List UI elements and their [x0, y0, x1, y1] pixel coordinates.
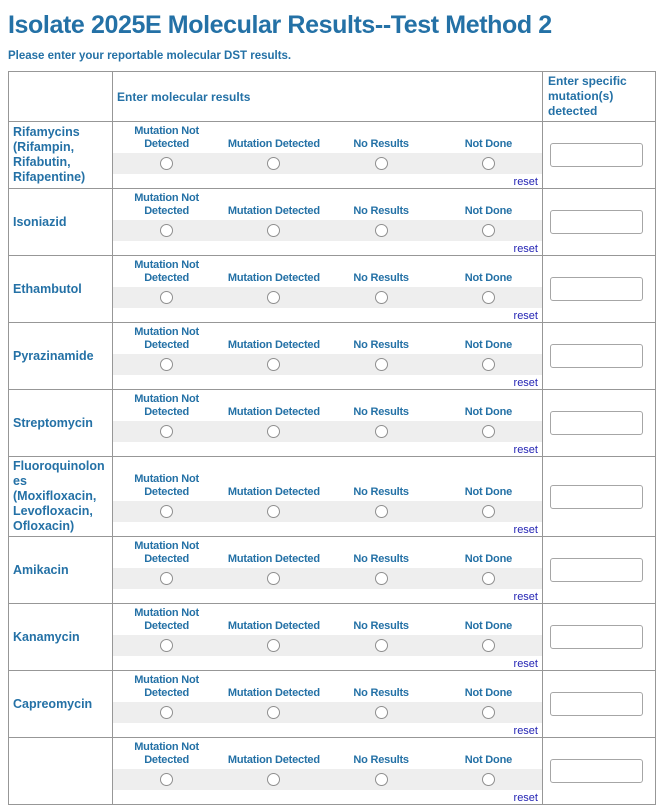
reset-link[interactable]: reset [513, 792, 538, 804]
table-row [9, 323, 656, 390]
radio-no-results[interactable] [375, 291, 388, 304]
drug-column-header [9, 72, 113, 122]
mutation-input[interactable] [550, 277, 643, 301]
radio-strip [113, 769, 542, 790]
option-labels-row [113, 323, 542, 354]
reset-row [113, 308, 542, 322]
results-cell [113, 671, 543, 738]
drug-name: Isoniazid [9, 189, 113, 256]
mutation-cell [543, 457, 656, 537]
mutation-cell [543, 256, 656, 323]
radio-circle-icon [267, 224, 280, 237]
table-row [9, 604, 656, 671]
radio-circle-icon [482, 157, 495, 170]
table-row [9, 189, 656, 256]
radio-not-done[interactable] [482, 425, 495, 438]
option-label: No Results [353, 687, 409, 699]
option-label: No Results [353, 272, 409, 284]
reset-link[interactable]: reset [513, 725, 538, 737]
reset-row [113, 656, 542, 670]
table-row [9, 457, 656, 537]
radio-circle-icon [160, 224, 173, 237]
radio-not-done[interactable] [482, 358, 495, 371]
radio-circle-icon [375, 572, 388, 585]
option-label: Mutation Not Detected [134, 125, 200, 150]
option-label: Mutation Not Detected [134, 540, 200, 565]
results-cell [113, 390, 543, 457]
option-labels-row [113, 189, 542, 220]
mutation-cell [543, 537, 656, 604]
option-label: Not Done [464, 205, 513, 217]
radio-not-done[interactable] [482, 572, 495, 585]
radio-no-results[interactable] [375, 425, 388, 438]
option-label: Mutation Not Detected [134, 326, 200, 351]
radio-circle-icon [160, 291, 173, 304]
drug-name: Pyrazinamide [9, 323, 113, 390]
option-label: Mutation Not Detected [134, 393, 200, 418]
mutation-input[interactable] [550, 625, 643, 649]
reset-link[interactable]: reset [513, 377, 538, 389]
option-label: Mutation Detected [227, 205, 320, 217]
option-labels-row [113, 256, 542, 287]
reset-row [113, 589, 542, 603]
option-labels-row [113, 470, 542, 501]
option-labels-row [113, 537, 542, 568]
option-label: Not Done [464, 754, 513, 766]
radio-not-done[interactable] [482, 505, 495, 518]
reset-link[interactable]: reset [513, 658, 538, 670]
radio-mutation-detected[interactable] [267, 639, 280, 652]
radio-mutation-detected[interactable] [267, 358, 280, 371]
radio-not-done[interactable] [482, 773, 495, 786]
reset-row [113, 790, 542, 804]
mutation-cell [543, 323, 656, 390]
radio-circle-icon [267, 639, 280, 652]
table-header-row [9, 72, 656, 122]
mutation-input[interactable] [550, 143, 643, 167]
option-label: Mutation Not Detected [134, 607, 200, 632]
radio-circle-icon [482, 358, 495, 371]
mutation-cell [543, 189, 656, 256]
radio-strip [113, 635, 542, 656]
radio-circle-icon [375, 291, 388, 304]
radio-mutation-not-detected[interactable] [160, 639, 173, 652]
instructions-text: Please enter your reportable molecular DST results. [8, 50, 292, 62]
mutation-input[interactable] [550, 485, 643, 509]
radio-mutation-not-detected[interactable] [160, 505, 173, 518]
radio-circle-icon [482, 706, 495, 719]
table-row [9, 671, 656, 738]
option-label: No Results [353, 553, 409, 565]
radio-circle-icon [267, 358, 280, 371]
option-labels-row [113, 604, 542, 635]
radio-not-done[interactable] [482, 224, 495, 237]
mutation-cell [543, 671, 656, 738]
radio-mutation-not-detected[interactable] [160, 425, 173, 438]
radio-mutation-not-detected[interactable] [160, 291, 173, 304]
mutation-cell [543, 390, 656, 457]
option-label: Not Done [464, 553, 513, 565]
radio-no-results[interactable] [375, 706, 388, 719]
radio-mutation-not-detected[interactable] [160, 358, 173, 371]
radio-circle-icon [482, 291, 495, 304]
option-label: Not Done [464, 687, 513, 699]
option-labels-row [113, 390, 542, 421]
results-cell [113, 256, 543, 323]
radio-mutation-detected[interactable] [267, 505, 280, 518]
radio-circle-icon [267, 572, 280, 585]
option-label: Not Done [464, 406, 513, 418]
radio-circle-icon [160, 773, 173, 786]
radio-circle-icon [482, 572, 495, 585]
option-label: Mutation Detected [227, 687, 320, 699]
radio-no-results[interactable] [375, 358, 388, 371]
radio-mutation-detected[interactable] [267, 157, 280, 170]
option-label: Not Done [464, 272, 513, 284]
drug-name: Streptomycin [9, 390, 113, 457]
reset-link[interactable]: reset [513, 524, 538, 536]
radio-circle-icon [267, 706, 280, 719]
radio-no-results[interactable] [375, 157, 388, 170]
option-label: No Results [353, 486, 409, 498]
mutation-input[interactable] [550, 210, 643, 234]
option-label: Mutation Detected [227, 754, 320, 766]
drug-name [9, 738, 113, 805]
radio-no-results[interactable] [375, 773, 388, 786]
drug-name: Fluoroquinolones (Moxifloxacin, Levofloxacin, Ofloxacin) [9, 457, 113, 537]
radio-no-results[interactable] [375, 505, 388, 518]
results-cell [113, 537, 543, 604]
reset-row [113, 241, 542, 255]
radio-circle-icon [160, 639, 173, 652]
radio-circle-icon [267, 291, 280, 304]
drug-name: Amikacin [9, 537, 113, 604]
results-column-header: Enter molecular results [113, 72, 543, 122]
radio-not-done[interactable] [482, 639, 495, 652]
radio-circle-icon [482, 425, 495, 438]
radio-mutation-not-detected[interactable] [160, 157, 173, 170]
reset-row [113, 375, 542, 389]
radio-circle-icon [160, 425, 173, 438]
radio-circle-icon [267, 425, 280, 438]
radio-circle-icon [482, 639, 495, 652]
radio-mutation-detected[interactable] [267, 773, 280, 786]
option-label: Mutation Detected [227, 138, 320, 150]
radio-circle-icon [160, 706, 173, 719]
radio-strip [113, 501, 542, 522]
radio-circle-icon [375, 505, 388, 518]
drug-name: Ethambutol [9, 256, 113, 323]
option-label: Mutation Not Detected [134, 741, 200, 766]
mutation-input[interactable] [550, 558, 643, 582]
mutation-column-header: Enter specific mutation(s) detected [543, 72, 656, 122]
option-label: No Results [353, 138, 409, 150]
results-cell [113, 323, 543, 390]
radio-mutation-not-detected[interactable] [160, 706, 173, 719]
page-title: Isolate 2025E Molecular Results--Test Method 2 [8, 11, 552, 39]
option-label: Mutation Detected [227, 272, 320, 284]
option-label: No Results [353, 339, 409, 351]
radio-circle-icon [267, 505, 280, 518]
radio-not-done[interactable] [482, 291, 495, 304]
radio-circle-icon [482, 505, 495, 518]
radio-circle-icon [375, 157, 388, 170]
results-cell [113, 122, 543, 189]
radio-circle-icon [375, 773, 388, 786]
radio-strip [113, 702, 542, 723]
reset-row [113, 522, 542, 536]
reset-row [113, 442, 542, 456]
option-label: Not Done [464, 339, 513, 351]
option-label: No Results [353, 406, 409, 418]
radio-mutation-detected[interactable] [267, 425, 280, 438]
radio-circle-icon [375, 224, 388, 237]
option-label: Mutation Not Detected [134, 473, 200, 498]
reset-link[interactable]: reset [513, 444, 538, 456]
molecular-results-page [0, 10, 662, 805]
option-labels-row [113, 122, 542, 153]
table-row [9, 738, 656, 805]
option-labels-row [113, 738, 542, 769]
radio-circle-icon [160, 157, 173, 170]
radio-no-results[interactable] [375, 572, 388, 585]
option-label: Mutation Detected [227, 339, 320, 351]
option-label: Mutation Detected [227, 486, 320, 498]
radio-circle-icon [160, 358, 173, 371]
results-cell [113, 457, 543, 537]
table-row [9, 390, 656, 457]
reset-link[interactable]: reset [513, 176, 538, 188]
radio-mutation-detected[interactable] [267, 706, 280, 719]
radio-strip [113, 568, 542, 589]
mutation-cell [543, 738, 656, 805]
option-label: Not Done [464, 486, 513, 498]
reset-link[interactable]: reset [513, 591, 538, 603]
radio-circle-icon [160, 505, 173, 518]
mutation-input[interactable] [550, 411, 643, 435]
radio-no-results[interactable] [375, 639, 388, 652]
radio-circle-icon [375, 706, 388, 719]
radio-strip [113, 354, 542, 375]
radio-mutation-not-detected[interactable] [160, 773, 173, 786]
drug-name: Rifamycins (Rifampin, Rifabutin, Rifapentine) [9, 122, 113, 189]
option-label: Mutation Detected [227, 620, 320, 632]
molecular-results-table [8, 71, 656, 805]
results-cell [113, 604, 543, 671]
mutation-cell [543, 604, 656, 671]
radio-mutation-not-detected[interactable] [160, 572, 173, 585]
table-row [9, 537, 656, 604]
radio-circle-icon [375, 425, 388, 438]
mutation-cell [543, 122, 656, 189]
option-label: Not Done [464, 138, 513, 150]
radio-strip [113, 287, 542, 308]
option-label: Not Done [464, 620, 513, 632]
mutation-input[interactable] [550, 344, 643, 368]
radio-circle-icon [267, 157, 280, 170]
table-row [9, 122, 656, 189]
mutation-input[interactable] [550, 759, 643, 783]
radio-mutation-detected[interactable] [267, 572, 280, 585]
option-labels-row [113, 671, 542, 702]
option-label: Mutation Not Detected [134, 674, 200, 699]
radio-circle-icon [267, 773, 280, 786]
radio-mutation-detected[interactable] [267, 224, 280, 237]
radio-mutation-not-detected[interactable] [160, 224, 173, 237]
drug-name: Kanamycin [9, 604, 113, 671]
results-cell [113, 189, 543, 256]
radio-circle-icon [375, 358, 388, 371]
option-label: Mutation Detected [227, 406, 320, 418]
results-cell [113, 738, 543, 805]
mutation-input[interactable] [550, 692, 643, 716]
reset-row [113, 174, 542, 188]
radio-circle-icon [160, 572, 173, 585]
table-row [9, 256, 656, 323]
option-label: No Results [353, 754, 409, 766]
option-label: Mutation Not Detected [134, 259, 200, 284]
radio-no-results[interactable] [375, 224, 388, 237]
radio-circle-icon [482, 773, 495, 786]
radio-not-done[interactable] [482, 157, 495, 170]
option-label: No Results [353, 205, 409, 217]
reset-link[interactable]: reset [513, 310, 538, 322]
reset-link[interactable]: reset [513, 243, 538, 255]
radio-circle-icon [482, 224, 495, 237]
radio-strip [113, 153, 542, 174]
option-label: Mutation Not Detected [134, 192, 200, 217]
reset-row [113, 723, 542, 737]
radio-strip [113, 220, 542, 241]
option-label: Mutation Detected [227, 553, 320, 565]
radio-circle-icon [375, 639, 388, 652]
radio-strip [113, 421, 542, 442]
radio-mutation-detected[interactable] [267, 291, 280, 304]
radio-not-done[interactable] [482, 706, 495, 719]
option-label: No Results [353, 620, 409, 632]
drug-name: Capreomycin [9, 671, 113, 738]
